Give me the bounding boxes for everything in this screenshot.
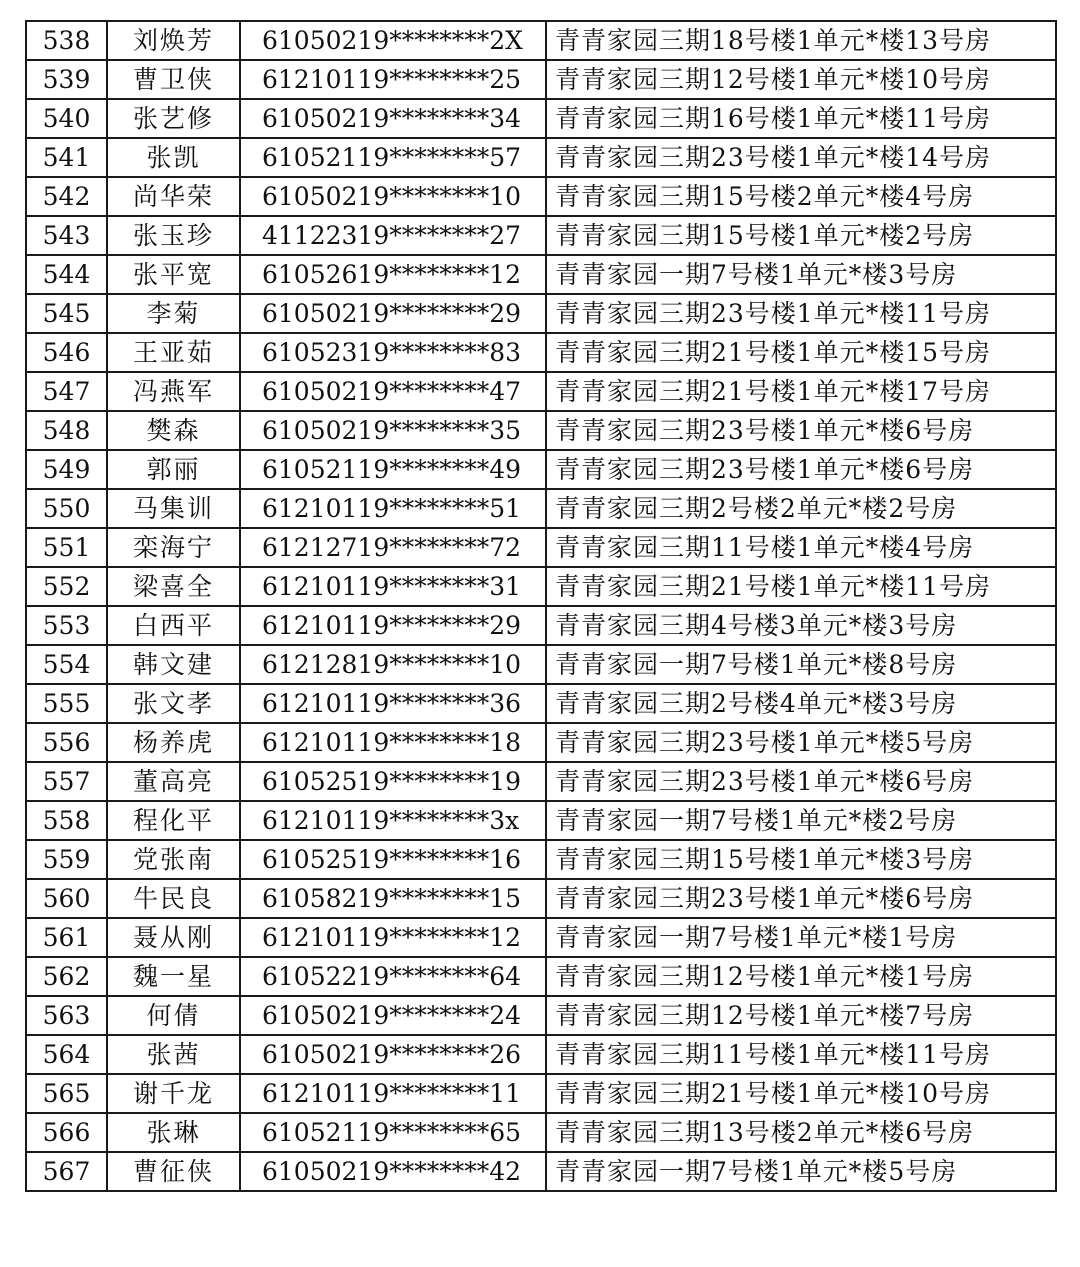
name-cell: 刘焕芳 [107,21,240,60]
name-cell: 张琳 [107,1113,240,1152]
row-number-cell: 542 [26,177,107,216]
table-row [26,177,1056,216]
id-number-cell: 61210119********31 [240,567,546,606]
name-cell: 冯燕军 [107,372,240,411]
table-row [26,1113,1056,1152]
id-number-cell: 61052119********57 [240,138,546,177]
id-number-cell: 61050219********47 [240,372,546,411]
table-row [26,840,1056,879]
id-number-cell: 61210119********25 [240,60,546,99]
table-row [26,60,1056,99]
id-number-cell: 61212719********72 [240,528,546,567]
address-cell: 青青家园一期7号楼1单元*楼3号房 [546,255,1056,294]
residents-table-container [25,20,1055,1192]
name-cell: 党张南 [107,840,240,879]
name-cell: 董高亮 [107,762,240,801]
row-number-cell: 551 [26,528,107,567]
residents-table [25,20,1057,1192]
table-row [26,489,1056,528]
table-row [26,762,1056,801]
address-cell: 青青家园三期11号楼1单元*楼4号房 [546,528,1056,567]
table-row [26,645,1056,684]
row-number-cell: 553 [26,606,107,645]
row-number-cell: 566 [26,1113,107,1152]
address-cell: 青青家园三期2号楼2单元*楼2号房 [546,489,1056,528]
address-cell: 青青家园三期21号楼1单元*楼10号房 [546,1074,1056,1113]
row-number-cell: 546 [26,333,107,372]
row-number-cell: 545 [26,294,107,333]
address-cell: 青青家园一期7号楼1单元*楼1号房 [546,918,1056,957]
name-cell: 栾海宁 [107,528,240,567]
row-number-cell: 547 [26,372,107,411]
name-cell: 杨养虎 [107,723,240,762]
id-number-cell: 61212819********10 [240,645,546,684]
table-row [26,996,1056,1035]
id-number-cell: 61050219********10 [240,177,546,216]
table-row [26,879,1056,918]
name-cell: 樊森 [107,411,240,450]
row-number-cell: 557 [26,762,107,801]
row-number-cell: 562 [26,957,107,996]
table-row [26,606,1056,645]
id-number-cell: 61052219********64 [240,957,546,996]
name-cell: 李菊 [107,294,240,333]
name-cell: 张艺修 [107,99,240,138]
id-number-cell: 61052519********16 [240,840,546,879]
name-cell: 马集训 [107,489,240,528]
row-number-cell: 567 [26,1152,107,1191]
table-row [26,294,1056,333]
table-row [26,411,1056,450]
table-row [26,216,1056,255]
id-number-cell: 61210119********3x [240,801,546,840]
name-cell: 郭丽 [107,450,240,489]
row-number-cell: 541 [26,138,107,177]
row-number-cell: 561 [26,918,107,957]
id-number-cell: 61050219********24 [240,996,546,1035]
name-cell: 聂从刚 [107,918,240,957]
address-cell: 青青家园三期11号楼1单元*楼11号房 [546,1035,1056,1074]
row-number-cell: 543 [26,216,107,255]
table-row [26,1035,1056,1074]
row-number-cell: 558 [26,801,107,840]
table-row [26,372,1056,411]
name-cell: 白西平 [107,606,240,645]
id-number-cell: 61210119********11 [240,1074,546,1113]
id-number-cell: 61210119********36 [240,684,546,723]
row-number-cell: 560 [26,879,107,918]
row-number-cell: 555 [26,684,107,723]
address-cell: 青青家园一期7号楼1单元*楼8号房 [546,645,1056,684]
id-number-cell: 61210119********12 [240,918,546,957]
address-cell: 青青家园三期23号楼1单元*楼6号房 [546,411,1056,450]
name-cell: 张玉珍 [107,216,240,255]
id-number-cell: 61052519********19 [240,762,546,801]
row-number-cell: 564 [26,1035,107,1074]
id-number-cell: 61210119********29 [240,606,546,645]
name-cell: 曹征侠 [107,1152,240,1191]
id-number-cell: 61058219********15 [240,879,546,918]
address-cell: 青青家园三期2号楼4单元*楼3号房 [546,684,1056,723]
row-number-cell: 544 [26,255,107,294]
table-row [26,99,1056,138]
table-row [26,918,1056,957]
address-cell: 青青家园三期23号楼1单元*楼6号房 [546,450,1056,489]
name-cell: 张平宽 [107,255,240,294]
address-cell: 青青家园三期15号楼1单元*楼2号房 [546,216,1056,255]
table-row [26,1152,1056,1191]
name-cell: 张茜 [107,1035,240,1074]
id-number-cell: 61050219********35 [240,411,546,450]
name-cell: 张凯 [107,138,240,177]
row-number-cell: 548 [26,411,107,450]
id-number-cell: 61052119********49 [240,450,546,489]
name-cell: 曹卫侠 [107,60,240,99]
address-cell: 青青家园一期7号楼1单元*楼2号房 [546,801,1056,840]
row-number-cell: 559 [26,840,107,879]
table-row [26,138,1056,177]
row-number-cell: 565 [26,1074,107,1113]
id-number-cell: 61050219********29 [240,294,546,333]
table-row [26,801,1056,840]
address-cell: 青青家园三期15号楼1单元*楼3号房 [546,840,1056,879]
table-row [26,567,1056,606]
address-cell: 青青家园三期18号楼1单元*楼13号房 [546,21,1056,60]
address-cell: 青青家园三期23号楼1单元*楼5号房 [546,723,1056,762]
row-number-cell: 552 [26,567,107,606]
name-cell: 尚华荣 [107,177,240,216]
row-number-cell: 556 [26,723,107,762]
table-row [26,450,1056,489]
id-number-cell: 61210119********18 [240,723,546,762]
id-number-cell: 41122319********27 [240,216,546,255]
address-cell: 青青家园三期4号楼3单元*楼3号房 [546,606,1056,645]
address-cell: 青青家园三期12号楼1单元*楼7号房 [546,996,1056,1035]
id-number-cell: 61050219********26 [240,1035,546,1074]
id-number-cell: 61052319********83 [240,333,546,372]
id-number-cell: 61210119********51 [240,489,546,528]
name-cell: 何倩 [107,996,240,1035]
id-number-cell: 61050219********34 [240,99,546,138]
table-row [26,21,1056,60]
row-number-cell: 540 [26,99,107,138]
address-cell: 青青家园三期21号楼1单元*楼11号房 [546,567,1056,606]
row-number-cell: 549 [26,450,107,489]
table-row [26,957,1056,996]
table-row [26,1074,1056,1113]
address-cell: 青青家园一期7号楼1单元*楼5号房 [546,1152,1056,1191]
address-cell: 青青家园三期23号楼1单元*楼14号房 [546,138,1056,177]
row-number-cell: 538 [26,21,107,60]
id-number-cell: 61050219********42 [240,1152,546,1191]
name-cell: 王亚茹 [107,333,240,372]
address-cell: 青青家园三期16号楼1单元*楼11号房 [546,99,1056,138]
id-number-cell: 61052119********65 [240,1113,546,1152]
address-cell: 青青家园三期23号楼1单元*楼6号房 [546,879,1056,918]
table-row [26,255,1056,294]
row-number-cell: 563 [26,996,107,1035]
row-number-cell: 550 [26,489,107,528]
name-cell: 谢千龙 [107,1074,240,1113]
row-number-cell: 554 [26,645,107,684]
id-number-cell: 61050219********2X [240,21,546,60]
address-cell: 青青家园三期15号楼2单元*楼4号房 [546,177,1056,216]
table-body [26,21,1056,1191]
table-row [26,528,1056,567]
address-cell: 青青家园三期21号楼1单元*楼15号房 [546,333,1056,372]
address-cell: 青青家园三期23号楼1单元*楼6号房 [546,762,1056,801]
address-cell: 青青家园三期12号楼1单元*楼10号房 [546,60,1056,99]
table-row [26,723,1056,762]
table-row [26,684,1056,723]
address-cell: 青青家园三期13号楼2单元*楼6号房 [546,1113,1056,1152]
address-cell: 青青家园三期21号楼1单元*楼17号房 [546,372,1056,411]
name-cell: 韩文建 [107,645,240,684]
address-cell: 青青家园三期23号楼1单元*楼11号房 [546,294,1056,333]
id-number-cell: 61052619********12 [240,255,546,294]
name-cell: 魏一星 [107,957,240,996]
name-cell: 张文孝 [107,684,240,723]
address-cell: 青青家园三期12号楼1单元*楼1号房 [546,957,1056,996]
name-cell: 程化平 [107,801,240,840]
table-row [26,333,1056,372]
name-cell: 牛民良 [107,879,240,918]
row-number-cell: 539 [26,60,107,99]
name-cell: 梁喜全 [107,567,240,606]
